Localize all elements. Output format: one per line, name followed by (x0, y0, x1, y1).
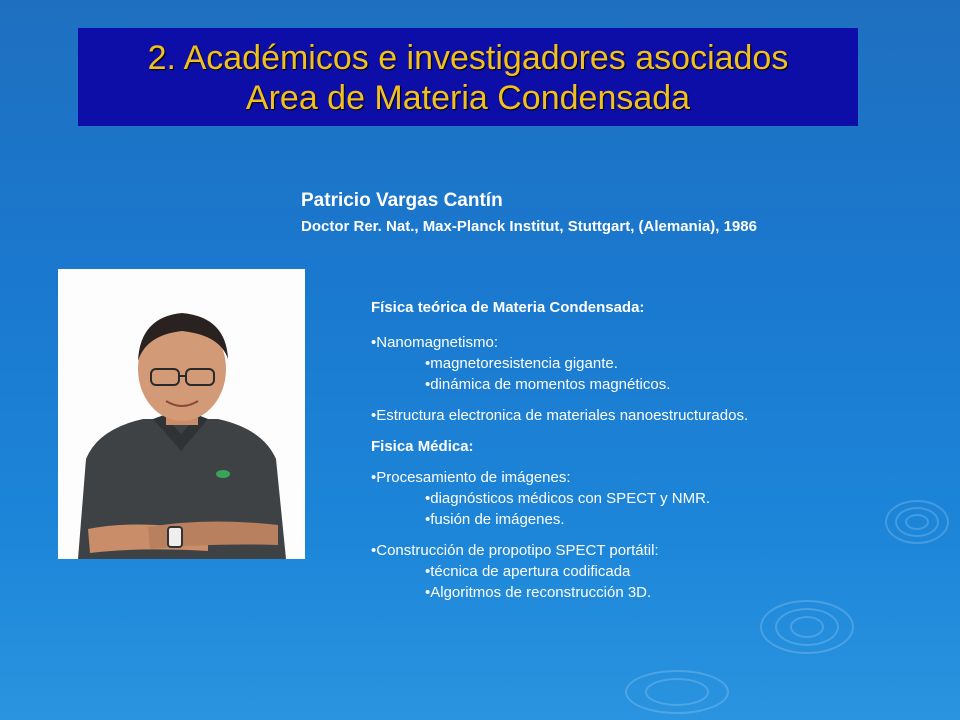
portrait-photo (58, 269, 305, 559)
list-subitem-diagnostics: •diagnósticos médicos con SPECT y NMR. (425, 490, 711, 507)
title-line-1: 2. Académicos e investigadores asociados (147, 39, 789, 77)
list-item-image-processing: •Procesamiento de imágenes: (371, 469, 571, 486)
list-subitem-gmr: •magnetoresistencia gigante. (425, 355, 618, 372)
list-item-electronic-structure: •Estructura electronica de materiales nanoestructurados. (371, 407, 749, 424)
person-degree: Doctor Rer. Nat., Max-Planck Institut, Stuttgart, (Alemania), 1986 (301, 218, 757, 235)
title-box (78, 28, 858, 126)
research-list (371, 299, 931, 603)
list-subitem-magnetic-dynamics: •dinámica de momentos magnéticos. (425, 376, 671, 393)
title-line-2: Area de Materia Condensada (245, 79, 691, 117)
research-heading-medical-physics: Fisica Médica: (371, 438, 474, 455)
person-name: Patricio Vargas Cantín (301, 190, 503, 211)
list-item-nanomagnetism: •Nanomagnetismo: (371, 334, 498, 351)
research-heading-condensed-matter: Física teórica de Materia Condensada: (371, 299, 645, 316)
list-subitem-3d-reconstruction: •Algoritmos de reconstrucción 3D. (425, 584, 652, 601)
list-subitem-image-fusion: •fusión de imágenes. (425, 511, 565, 528)
list-item-spect-prototype: •Construcción de propotipo SPECT portátil: (371, 542, 659, 559)
list-subitem-coded-aperture: •técnica de apertura codificada (425, 563, 631, 580)
